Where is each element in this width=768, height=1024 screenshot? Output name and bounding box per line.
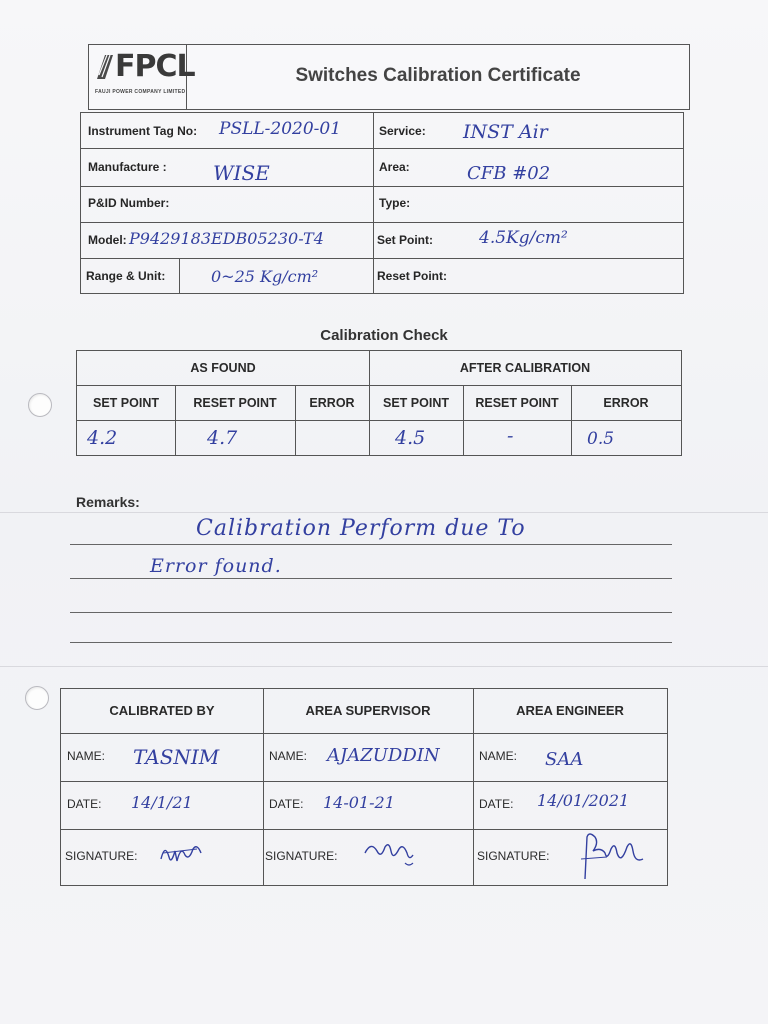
date-label: DATE: [269,797,304,811]
as-found-header: AS FOUND [190,361,256,375]
signoff-table [60,688,668,886]
punch-hole [25,686,49,710]
area-engineer-header: AREA ENGINEER [516,703,624,718]
calibrated-by-signature [157,839,207,869]
as-found-reset-point: 4.7 [207,427,238,449]
type-label: Type: [379,196,411,210]
model-value: P9429183EDB05230-T4 [129,229,324,248]
area-engineer-date: 14/01/2021 [537,791,630,810]
calibration-check-table [76,350,682,456]
remarks-label: Remarks: [76,494,140,510]
fold-line [0,666,768,667]
col-header: RESET POINT [193,396,277,410]
remarks-line-1: Calibration Perform due To [196,516,526,541]
instrument-info-table [80,112,684,294]
signature-label: SIGNATURE: [265,849,338,863]
service-label: Service: [379,124,426,138]
certificate-header [88,44,690,110]
punch-hole [28,393,52,417]
signature-label: SIGNATURE: [65,849,138,863]
manufacture-label: Manufacture : [88,160,167,174]
date-label: DATE: [67,797,102,811]
range-unit-value: 0~25 Kg/cm² [211,267,319,286]
logo-text: FPCL [115,49,195,84]
reset-point-label: Reset Point: [377,269,448,283]
remarks-line [70,544,672,545]
manufacture-value: WISE [213,161,270,185]
remarks-line-2: Error found. [150,555,282,577]
service-value: INST Air [463,121,548,143]
area-supervisor-signature [361,837,421,871]
calibrated-by-header: CALIBRATED BY [109,703,215,718]
name-label: NAME: [479,749,518,763]
logo-subtext: FAUJI POWER COMPANY LIMITED [95,89,186,95]
signature-label: SIGNATURE: [477,849,550,863]
after-error: 0.5 [587,429,615,449]
area-engineer-name: SAA [545,749,584,770]
date-label: DATE: [479,797,514,811]
name-label: NAME: [67,749,106,763]
model-label: Model: [88,233,127,247]
area-supervisor-date: 14-01-21 [323,793,395,812]
area-label: Area: [379,160,410,174]
col-header: SET POINT [383,396,449,410]
calibrated-by-date: 14/1/21 [131,793,193,812]
logo-emblem-icon [95,53,115,81]
set-point-value: 4.5Kg/cm² [479,228,568,248]
pid-number-label: P&ID Number: [88,196,170,210]
area-engineer-signature [577,829,657,883]
certificate-title: Switches Calibration Certificate [295,65,581,86]
name-label: NAME: [269,749,308,763]
fold-line [0,512,768,513]
after-calibration-header: AFTER CALIBRATION [459,361,591,375]
remarks-line [70,642,672,643]
col-header: ERROR [309,396,355,410]
company-logo [89,45,195,109]
area-supervisor-header: AREA SUPERVISOR [305,703,431,718]
col-header: SET POINT [93,396,159,410]
calibrated-by-name: TASNIM [133,745,220,769]
set-point-label: Set Point: [377,233,433,247]
as-found-set-point: 4.2 [87,427,118,449]
instrument-tag-label: Instrument Tag No: [88,124,198,138]
instrument-tag-value: PSLL-2020-01 [219,119,342,139]
col-header: RESET POINT [475,396,559,410]
calibration-check-title: Calibration Check [320,327,448,344]
after-set-point: 4.5 [395,427,426,449]
remarks-line [70,578,672,579]
col-header: ERROR [603,396,649,410]
remarks-line [70,612,672,613]
range-unit-label: Range & Unit: [86,269,166,283]
area-supervisor-name: AJAZUDDIN [327,745,440,766]
area-value: CFB #02 [467,163,551,184]
after-reset-point: - [507,425,514,447]
